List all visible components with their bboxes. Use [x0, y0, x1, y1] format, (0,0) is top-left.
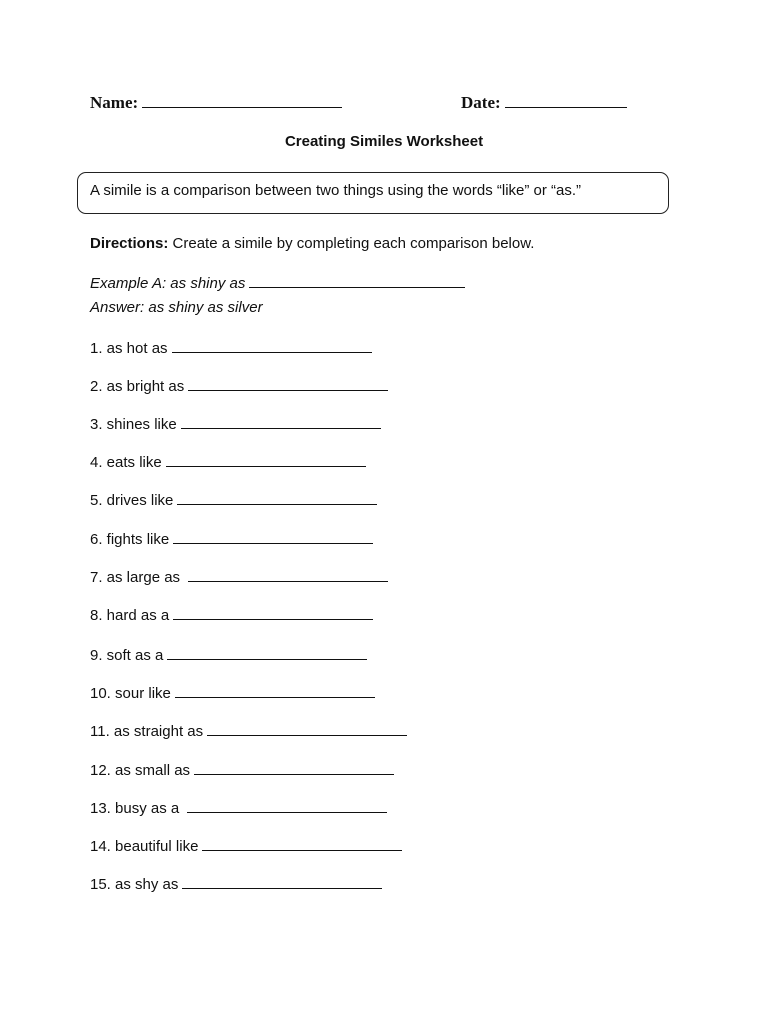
name-field-label [90, 93, 342, 113]
item-prompt: 3. shines like [90, 416, 177, 433]
directions-text: Create a simile by completing each comparison below. [172, 235, 535, 252]
answer-blank[interactable] [207, 721, 407, 736]
item-prompt: 10. sour like [90, 685, 171, 702]
answer-blank[interactable] [177, 490, 377, 505]
answer-blank[interactable] [188, 376, 388, 391]
item-prompt: 14. beautiful like [90, 838, 199, 855]
list-item [90, 836, 402, 855]
answer-blank[interactable] [181, 414, 381, 429]
item-prompt: 1. as hot as [90, 340, 168, 357]
item-prompt: 9. soft as a [90, 647, 164, 664]
answer-blank[interactable] [182, 874, 382, 889]
item-prompt: 12. as small as [90, 762, 191, 779]
answer-blank[interactable] [173, 529, 373, 544]
name-blank[interactable] [142, 93, 342, 108]
answer-blank[interactable] [175, 683, 375, 698]
list-item [90, 683, 375, 702]
example-answer: Answer: as shiny as silver [90, 299, 263, 316]
list-item [90, 452, 366, 471]
example-blank [249, 273, 465, 288]
list-item [90, 529, 373, 548]
example-a [90, 273, 465, 292]
item-prompt: 5. drives like [90, 492, 174, 509]
answer-blank[interactable] [194, 760, 394, 775]
list-item [90, 414, 381, 433]
date-field-label [461, 93, 627, 113]
list-item [90, 376, 388, 395]
worksheet-title: Creating Similes Worksheet [284, 133, 484, 150]
answer-blank[interactable] [188, 567, 388, 582]
answer-blank[interactable] [173, 605, 373, 620]
directions [90, 235, 534, 252]
item-prompt: 6. fights like [90, 531, 170, 548]
list-item [90, 490, 377, 509]
answer-blank[interactable] [172, 338, 372, 353]
list-item [90, 760, 394, 779]
answer-blank[interactable] [202, 836, 402, 851]
date-blank[interactable] [505, 93, 627, 108]
definition-text: A simile is a comparison between two things using the words “like” or “as.” [90, 182, 582, 199]
list-item [90, 798, 387, 817]
date-label: Date: [461, 93, 501, 112]
list-item [90, 605, 373, 624]
item-prompt: 7. as large as [90, 569, 181, 586]
name-label: Name: [90, 93, 139, 112]
list-item [90, 874, 382, 893]
item-prompt: 11. as straight as [90, 723, 204, 740]
list-item [90, 645, 367, 664]
item-prompt: 13. busy as a [90, 800, 180, 817]
answer-blank[interactable] [187, 798, 387, 813]
directions-label: Directions: [90, 235, 169, 252]
example-prompt: Example A: as shiny as [90, 275, 246, 292]
list-item [90, 338, 372, 357]
item-prompt: 4. eats like [90, 454, 162, 471]
answer-blank[interactable] [167, 645, 367, 660]
definition-box [77, 172, 669, 214]
item-prompt: 2. as bright as [90, 378, 185, 395]
list-item [90, 567, 388, 586]
answer-blank[interactable] [166, 452, 366, 467]
item-prompt: 15. as shy as [90, 876, 179, 893]
item-prompt: 8. hard as a [90, 607, 170, 624]
list-item [90, 721, 407, 740]
